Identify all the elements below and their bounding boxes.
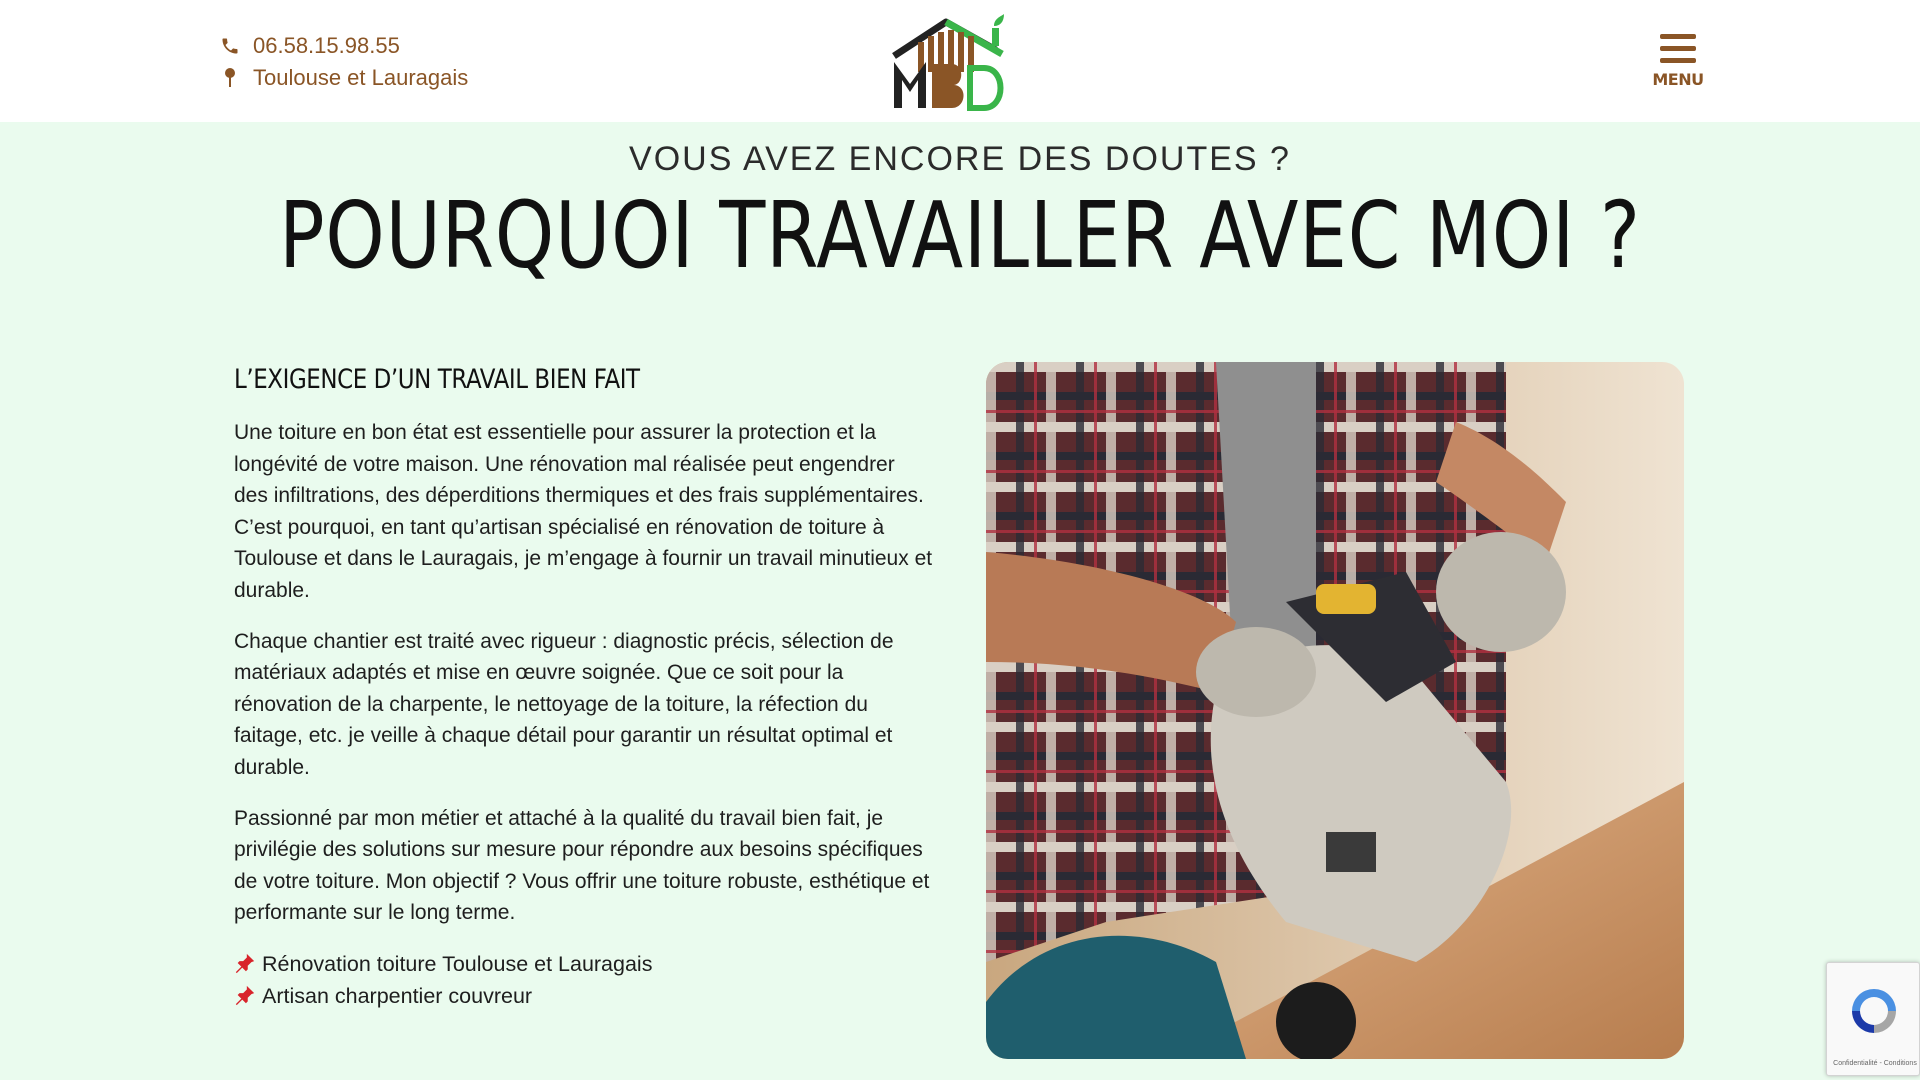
- phone-link[interactable]: 06.58.15.98.55: [253, 33, 400, 58]
- carpenter-photo: [986, 362, 1684, 1059]
- section-eyebrow: VOUS AVEZ ENCORE DES DOUTES ?: [629, 140, 1291, 178]
- pushpin-icon: [234, 984, 258, 1008]
- pushpin-icon: [234, 952, 258, 976]
- menu-label: MENU: [1652, 70, 1704, 89]
- phone-row[interactable]: [219, 30, 468, 62]
- location-text: Toulouse et Lauragais: [253, 65, 469, 90]
- paragraph-quality: Une toiture en bon état est essentielle pour assurer la protection et la longévité de votre maison. Une rénovation mal réalisée peut engendrer des infiltrations, des déperditions thermiques et des frais supplémentaires. C’est pourquoi, en tant qu’artisan spécialisé en rénovation de toiture à Toulouse et dans le Lauragais, je m’engage à fournir un travail minutieux et durable.: [234, 421, 933, 602]
- site-header: [0, 0, 1920, 122]
- list-item: [234, 948, 934, 980]
- list-item: [234, 980, 934, 1012]
- recaptcha-footer[interactable]: Confidentialité - Conditions: [1833, 1060, 1917, 1067]
- paragraph-passion: Passionné par mon métier et attaché à la qualité du travail bien fait, je privilégie des solutions sur mesure pour répondre aux besoins spécifiques de votre toiture. Mon objectif ? Vous offrir une toiture robuste, esthétique et performante sur le long terme.: [234, 806, 930, 925]
- section-title: L’EXIGENCE D’UN TRAVAIL BIEN FAIT: [234, 364, 640, 395]
- map-pin-icon: [219, 67, 241, 89]
- location-row: [219, 62, 468, 94]
- bullet-text: Artisan charpentier couvreur: [262, 983, 533, 1008]
- recaptcha-badge[interactable]: [1826, 962, 1920, 1076]
- hamburger-menu-icon: [1660, 34, 1696, 39]
- recaptcha-icon: [1846, 983, 1902, 1039]
- contact-info: [219, 30, 468, 94]
- page-title: POURQUOI TRAVAILLER AVEC MOI ?: [279, 182, 1641, 289]
- content-column: [234, 364, 934, 1012]
- paragraph-rigor: Chaque chantier est traité avec rigueur : diagnostic précis, sélection de matériaux adaptés et mise en œuvre soignée. Que ce soit pour la rénovation de la charpente, le nettoyage de la toiture, la réfection du faitage, etc. je veille à chaque détail pour garantir un résultat optimal et durable.: [234, 629, 894, 779]
- phone-icon: [219, 35, 241, 57]
- bullet-text: Rénovation toiture Toulouse et Lauragais: [262, 951, 653, 976]
- mbd-logo[interactable]: [888, 12, 1028, 112]
- menu-button[interactable]: [1650, 30, 1706, 92]
- services-list: [234, 948, 934, 1012]
